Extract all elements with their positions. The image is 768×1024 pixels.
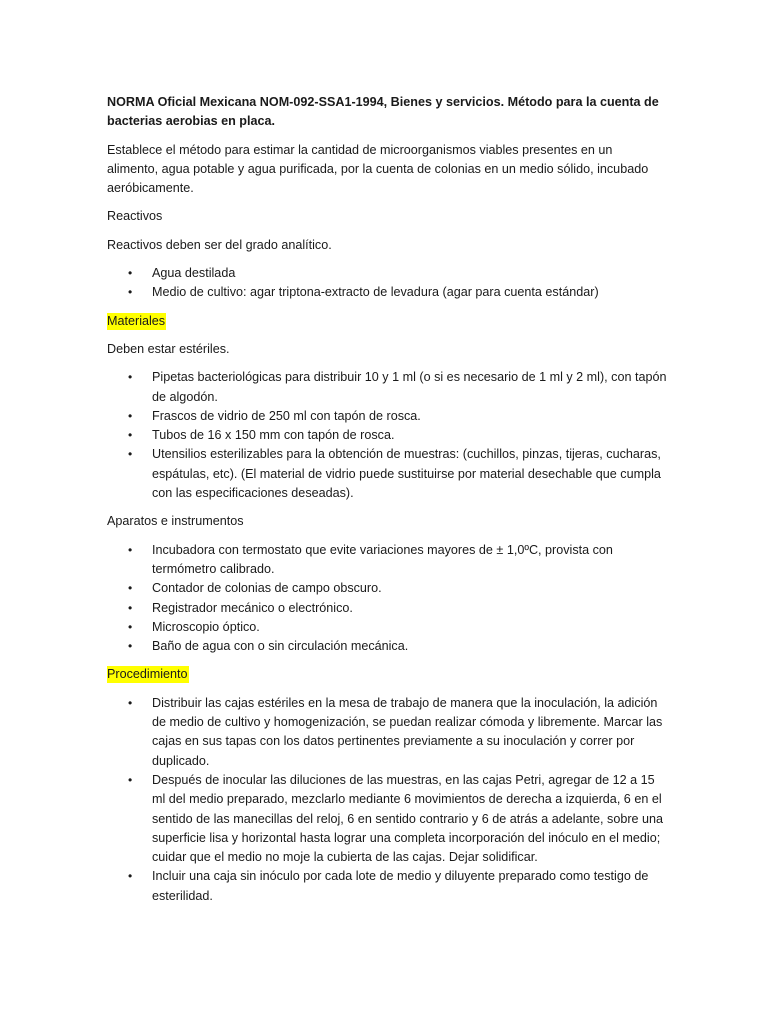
- list-item: • Microscopio óptico.: [107, 618, 667, 637]
- section-heading-procedimiento: Procedimiento: [107, 667, 188, 682]
- bullet-icon: •: [128, 600, 133, 615]
- procedimiento-list: [107, 694, 667, 906]
- bullet-icon: •: [128, 428, 133, 443]
- list-item: • Tubos de 16 x 150 mm con tapón de rosca.: [107, 426, 667, 445]
- bullet-icon: •: [128, 581, 133, 596]
- bullet-icon: •: [128, 695, 133, 710]
- bullet-icon: •: [128, 869, 133, 884]
- bullet-icon: •: [128, 619, 133, 634]
- materiales-list: [107, 368, 667, 503]
- bullet-icon: •: [128, 408, 133, 423]
- reactivos-text: Reactivos deben ser del grado analítico.: [107, 237, 332, 252]
- list-item: • Agua destilada: [107, 264, 667, 283]
- bullet-icon: •: [128, 370, 133, 385]
- document-title: NORMA Oficial Mexicana NOM-092-SSA1-1994, Bienes y servicios. Método para la cuenta de bacterias aerobias en placa.: [107, 95, 659, 129]
- bullet-icon: •: [128, 447, 133, 462]
- section-heading-aparatos: Aparatos e instrumentos: [107, 514, 244, 529]
- list-item: • Distribuir las cajas estériles en la mesa de trabajo de manera que la inoculación, la adición de medio de cultivo y homogenización, se puedan realizar cómoda y libremente. Marcar las cajas en sus tapas con los datos pertinentes previamente a su inoculación y correr por duplicado.: [128, 695, 663, 768]
- section-heading-reactivos: Reactivos: [107, 209, 163, 224]
- reactivos-list: [107, 264, 667, 303]
- bullet-icon: •: [128, 285, 133, 300]
- section-heading-materiales: Materiales: [107, 313, 166, 328]
- list-item: • Después de inocular las diluciones de las muestras, en las cajas Petri, agregar de 12 a 15 ml del medio preparado, mezclarlo mediante 6 movimientos de derecha a izquierda, 6 en el sentido de las manecillas del reloj, 6 en sentido contrario y 6 de atrás a adelante, sobre una superficie lisa y horizontal hasta lograr una completa incorporación del inóculo en el medio; cuidar que el medio no moje la cubierta de las cajas. Dejar solidificar.: [128, 772, 664, 865]
- list-item: • Medio de cultivo: agar triptona-extracto de levadura (agar para cuenta estándar): [107, 283, 667, 302]
- list-item: • Pipetas bacteriológicas para distribuir 10 y 1 ml (o si es necesario de 1 ml y 2 ml), con tapón de algodón.: [128, 370, 667, 404]
- materiales-text: Deben estar estériles.: [107, 341, 230, 356]
- list-item: • Frascos de vidrio de 250 ml con tapón de rosca.: [107, 407, 667, 426]
- bullet-icon: •: [128, 772, 133, 787]
- list-item: • Utensilios esterilizables para la obtención de muestras: (cuchillos, pinzas, tijeras, cucharas, espátulas, etc). (El material de vidrio puede sustituirse por material desechable que cumpla con las especificaciones deseadas).: [128, 447, 661, 501]
- intro-paragraph: Establece el método para estimar la cantidad de microorganismos viables presentes en un alimento, agua potable y agua purificada, por la cuenta de colonias en un medio sólido, incubado aeróbicamente.: [107, 142, 649, 196]
- list-item: • Baño de agua con o sin circulación mecánica.: [107, 637, 667, 656]
- list-item: • Incluir una caja sin inóculo por cada lote de medio y diluyente preparado como testigo de esterilidad.: [128, 869, 649, 903]
- list-item: • Registrador mecánico o electrónico.: [107, 599, 667, 618]
- bullet-icon: •: [128, 542, 133, 557]
- bullet-icon: •: [128, 266, 133, 281]
- list-item: • Contador de colonias de campo obscuro.: [107, 579, 667, 598]
- aparatos-list: [107, 541, 667, 657]
- document-page: [107, 93, 667, 915]
- bullet-icon: •: [128, 639, 133, 654]
- list-item: • Incubadora con termostato que evite variaciones mayores de ± 1,0ºC, provista con termómetro calibrado.: [128, 542, 613, 576]
